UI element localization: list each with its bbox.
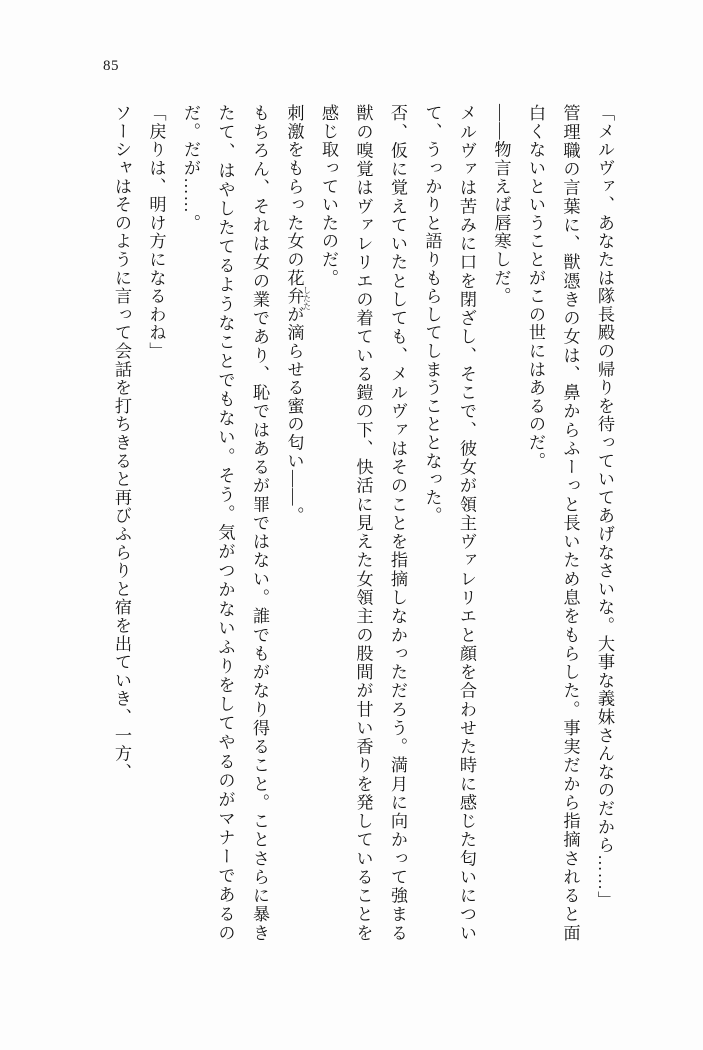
- paragraph: メルヴァは苦みに口を閉ざし、そこで、彼女が領主ヴァレリエと顔を合わせた時に感じた匂いについて、うっかりと語りもらしてしまうこととなった。: [422, 104, 476, 942]
- page-number: 85: [103, 58, 119, 74]
- paragraph: 管理職の言葉に、獣憑きの女は、鼻からふーっと長いため息をもらした。事実だから指摘されると面白くないということがこの世にはあるのだ。: [526, 104, 580, 942]
- paragraph: 「メルヴァ、あなたは隊長殿の帰りを待っていてあげなさいな。大事な義妹さんなのだから……」: [595, 104, 614, 910]
- paragraph-text: 刺激をもらった女の花弁が滴らせる蜜の匂い――。: [284, 104, 304, 525]
- ruby-annotation: したた: [302, 286, 312, 310]
- paragraph-with-ruby: [276, 104, 311, 942]
- page-body-text: [101, 104, 621, 942]
- paragraph: ソーシャはそのように言って会話を打ちきると再びふらりと宿を出ていき、一方、: [112, 104, 131, 782]
- paragraph: 否、仮に覚えていたとしても、メルヴァはそのことを指摘しなかっただろう。満月に向かって強まる獣の嗅覚はヴァレリエの着ている鎧の下、快活に見えた女領主の股間が甘い香りを発していることを感じ取っていたのだ。: [319, 104, 407, 942]
- paragraph: ――物言えば唇寒しだ。: [491, 104, 511, 306]
- paragraph: もちろん、それは女の業であり、恥ではあるが罪ではない。誰でもがなり得ること。ことさらに暴きたて、はやしたてるようなことでもない。そう。気がつかないふりをしてやるのがマナーであるのだ。だが……。: [181, 104, 269, 942]
- paragraph: 「戻りは、明け方になるわね」: [146, 104, 166, 361]
